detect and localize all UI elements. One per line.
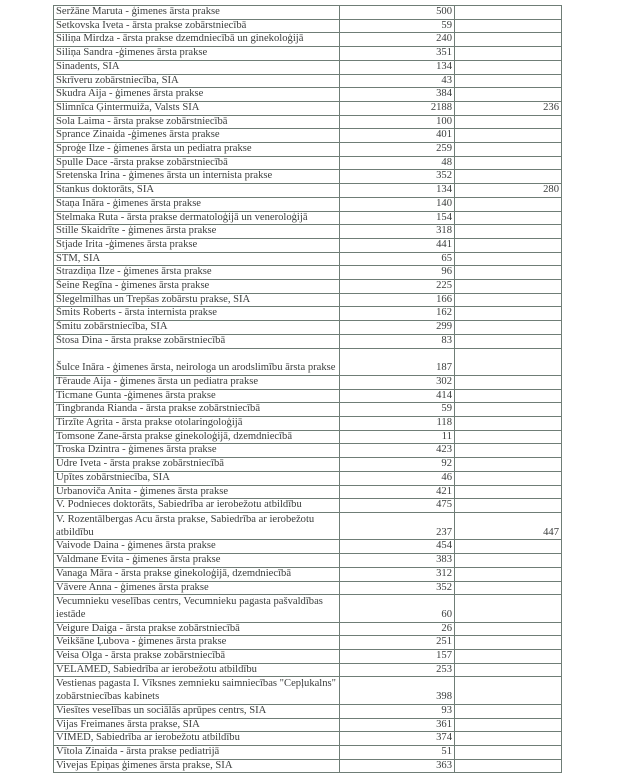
- table-row: [54, 540, 562, 554]
- table-row: [54, 581, 562, 595]
- value-cell: 414: [340, 389, 455, 403]
- second-value-cell: [455, 321, 562, 335]
- second-value-cell: [455, 238, 562, 252]
- provider-name-cell: Slimnīca Ģintermuiža, Valsts SIA: [54, 101, 340, 115]
- table-row: [54, 143, 562, 157]
- second-value-cell: [455, 718, 562, 732]
- value-cell: 421: [340, 485, 455, 499]
- table-row: [54, 252, 562, 266]
- value-cell: 299: [340, 321, 455, 335]
- provider-name-cell: Sretenska Irina - ģimenes ārsta un internista prakse: [54, 170, 340, 184]
- value-cell: 118: [340, 417, 455, 431]
- second-value-cell: [455, 540, 562, 554]
- value-cell: 500: [340, 6, 455, 20]
- value-cell: 302: [340, 375, 455, 389]
- provider-name-cell: Spulle Dace -ārsta prakse zobārstniecībā: [54, 156, 340, 170]
- value-cell: 83: [340, 334, 455, 348]
- provider-name-cell: Siliņa Sandra -ģimenes ārsta prakse: [54, 47, 340, 61]
- provider-name-cell: VELAMED, Sabiedrība ar ierobežotu atbildību: [54, 663, 340, 677]
- table-row: [54, 759, 562, 773]
- table-row: [54, 663, 562, 677]
- table-row: [54, 334, 562, 348]
- provider-name-cell: Siliņa Mirdza - ārsta prakse dzemdniecībā un ginekoloģijā: [54, 33, 340, 47]
- second-value-cell: [455, 252, 562, 266]
- second-value-cell: [455, 60, 562, 74]
- table-row: [54, 307, 562, 321]
- value-cell: 48: [340, 156, 455, 170]
- value-cell: 351: [340, 47, 455, 61]
- provider-name-cell: Ticmane Gunta -ģimenes ārsta prakse: [54, 389, 340, 403]
- table-row: [54, 485, 562, 499]
- provider-name-cell: Urbanoviča Anita - ģimenes ārsta prakse: [54, 485, 340, 499]
- table-row: [54, 6, 562, 20]
- table-row: [54, 636, 562, 650]
- table-row: [54, 458, 562, 472]
- value-cell: 401: [340, 129, 455, 143]
- provider-name-cell: Stjade Irita -ģimenes ārsta prakse: [54, 238, 340, 252]
- second-value-cell: [455, 622, 562, 636]
- value-cell: 65: [340, 252, 455, 266]
- second-value-cell: [455, 704, 562, 718]
- value-cell: 352: [340, 170, 455, 184]
- provider-name-cell: Šlegelmilhas un Trepšas zobārstu prakse, SIA: [54, 293, 340, 307]
- table-row: [54, 60, 562, 74]
- table-row: [54, 238, 562, 252]
- value-cell: 11: [340, 430, 455, 444]
- value-cell: 93: [340, 704, 455, 718]
- provider-name-cell: Tirzīte Agrita - ārsta prakse otolaringoloģijā: [54, 417, 340, 431]
- second-value-cell: [455, 650, 562, 664]
- provider-name-cell: Ūdre Iveta - ārsta prakse zobārstniecībā: [54, 458, 340, 472]
- table-row: [54, 321, 562, 335]
- provider-name-cell: Vijas Freimanes ārsta prakse, SIA: [54, 718, 340, 732]
- second-value-cell: [455, 595, 562, 622]
- table-row: [54, 718, 562, 732]
- provider-name-cell: Tēraude Aija - ģimenes ārsta un pediatra prakse: [54, 375, 340, 389]
- second-value-cell: [455, 471, 562, 485]
- provider-name-cell: Troska Dzintra - ģimenes ārsta prakse: [54, 444, 340, 458]
- table-row: [54, 622, 562, 636]
- table-row: [54, 115, 562, 129]
- second-value-cell: [455, 6, 562, 20]
- table-row: [54, 403, 562, 417]
- second-value-cell: [455, 47, 562, 61]
- provider-name-cell: Sola Laima - ārsta prakse zobārstniecībā: [54, 115, 340, 129]
- provider-name-cell: Vanaga Māra - ārsta prakse ginekoloģijā, dzemdniecībā: [54, 567, 340, 581]
- provider-table: [53, 5, 562, 773]
- second-value-cell: [455, 33, 562, 47]
- value-cell: 51: [340, 745, 455, 759]
- second-value-cell: [455, 266, 562, 280]
- second-value-cell: [455, 677, 562, 704]
- table-row: [54, 33, 562, 47]
- value-cell: 43: [340, 74, 455, 88]
- table-row: [54, 554, 562, 568]
- value-cell: 46: [340, 471, 455, 485]
- table-row: [54, 430, 562, 444]
- provider-name-cell: Skrīveru zobārstniecība, SIA: [54, 74, 340, 88]
- table-row: [54, 211, 562, 225]
- value-cell: 312: [340, 567, 455, 581]
- table-row: [54, 170, 562, 184]
- value-cell: 26: [340, 622, 455, 636]
- second-value-cell: [455, 389, 562, 403]
- value-cell: 398: [340, 677, 455, 704]
- second-value-cell: [455, 554, 562, 568]
- second-value-cell: [455, 115, 562, 129]
- value-cell: 162: [340, 307, 455, 321]
- table-row: [54, 88, 562, 102]
- provider-name-cell: Šeine Regīna - ģimenes ārsta prakse: [54, 280, 340, 294]
- table-row: [54, 156, 562, 170]
- second-value-cell: [455, 403, 562, 417]
- second-value-cell: [455, 293, 562, 307]
- provider-name-cell: VIMED, Sabiedrība ar ierobežotu atbildību: [54, 732, 340, 746]
- value-cell: 259: [340, 143, 455, 157]
- provider-name-cell: Viesītes veselības un sociālās aprūpes centrs, SIA: [54, 704, 340, 718]
- value-cell: 475: [340, 499, 455, 513]
- provider-name-cell: Veikšāne Ļubova - ģimenes ārsta prakse: [54, 636, 340, 650]
- second-value-cell: [455, 745, 562, 759]
- value-cell: 166: [340, 293, 455, 307]
- table-row: [54, 499, 562, 513]
- provider-name-cell: Stelmaka Ruta - ārsta prakse dermatoloģijā un veneroloģijā: [54, 211, 340, 225]
- second-value-cell: [455, 129, 562, 143]
- second-value-cell: [455, 307, 562, 321]
- second-value-cell: [455, 88, 562, 102]
- table-row: [54, 225, 562, 239]
- second-value-cell: [455, 375, 562, 389]
- second-value-cell: [455, 334, 562, 348]
- table-row: [54, 567, 562, 581]
- value-cell: 374: [340, 732, 455, 746]
- table-row: [54, 677, 562, 704]
- provider-name-cell: Šulce Ināra - ģimenes ārsta, neirologa un arodslimību ārsta prakse: [54, 348, 340, 375]
- table-row: [54, 417, 562, 431]
- provider-name-cell: Stankus doktorāts, SIA: [54, 184, 340, 198]
- value-cell: 383: [340, 554, 455, 568]
- provider-name-cell: V. Podnieces doktorāts, Sabiedrība ar ierobežotu atbildību: [54, 499, 340, 513]
- provider-name-cell: Vaivode Daina - ģimenes ārsta prakse: [54, 540, 340, 554]
- table-row: [54, 47, 562, 61]
- provider-name-cell: Seržāne Maruta - ģimenes ārsta prakse: [54, 6, 340, 20]
- second-value-cell: [455, 458, 562, 472]
- second-value-cell: [455, 581, 562, 595]
- table-row: [54, 745, 562, 759]
- table-row: [54, 650, 562, 664]
- value-cell: 92: [340, 458, 455, 472]
- second-value-cell: [455, 225, 562, 239]
- value-cell: 59: [340, 19, 455, 33]
- provider-name-cell: Sprance Zinaida -ģimenes ārsta prakse: [54, 129, 340, 143]
- second-value-cell: [455, 348, 562, 375]
- second-value-cell: [455, 74, 562, 88]
- value-cell: 384: [340, 88, 455, 102]
- value-cell: 100: [340, 115, 455, 129]
- second-value-cell: [455, 430, 562, 444]
- second-value-cell: [455, 280, 562, 294]
- table-row: [54, 444, 562, 458]
- provider-name-cell: Štosa Dina - ārsta prakse zobārstniecībā: [54, 334, 340, 348]
- provider-name-cell: Tingbranda Rianda - ārsta prakse zobārstniecībā: [54, 403, 340, 417]
- value-cell: 363: [340, 759, 455, 773]
- value-cell: 96: [340, 266, 455, 280]
- second-value-cell: [455, 211, 562, 225]
- provider-name-cell: Šmits Roberts - ārsta internista prakse: [54, 307, 340, 321]
- second-value-cell: [455, 170, 562, 184]
- value-cell: 157: [340, 650, 455, 664]
- provider-name-cell: Vāvere Anna - ģimenes ārsta prakse: [54, 581, 340, 595]
- table-row: [54, 129, 562, 143]
- value-cell: 154: [340, 211, 455, 225]
- table-row: [54, 197, 562, 211]
- value-cell: 225: [340, 280, 455, 294]
- provider-name-cell: Veigure Daiga - ārsta prakse zobārstniecībā: [54, 622, 340, 636]
- table-row: [54, 595, 562, 622]
- second-value-cell: [455, 485, 562, 499]
- value-cell: 454: [340, 540, 455, 554]
- second-value-cell: [455, 759, 562, 773]
- table-row: [54, 513, 562, 540]
- table-row: [54, 389, 562, 403]
- value-cell: 60: [340, 595, 455, 622]
- provider-name-cell: Strazdiņa Ilze - ģimenes ārsta prakse: [54, 266, 340, 280]
- value-cell: 253: [340, 663, 455, 677]
- table-row: [54, 19, 562, 33]
- provider-name-cell: Upītes zobārstniecība, SIA: [54, 471, 340, 485]
- value-cell: 187: [340, 348, 455, 375]
- value-cell: 134: [340, 60, 455, 74]
- provider-name-cell: Tomsone Zane-ārsta prakse ginekoloģijā, dzemdniecībā: [54, 430, 340, 444]
- provider-name-cell: Vecumnieku veselības centrs, Vecumnieku pagasta pašvaldības iestāde: [54, 595, 340, 622]
- table-row: [54, 74, 562, 88]
- second-value-cell: [455, 417, 562, 431]
- provider-name-cell: Sinadents, SIA: [54, 60, 340, 74]
- table-row: [54, 471, 562, 485]
- provider-name-cell: STM, SIA: [54, 252, 340, 266]
- provider-table-body: [54, 6, 562, 773]
- table-row: [54, 266, 562, 280]
- second-value-cell: [455, 732, 562, 746]
- second-value-cell: [455, 636, 562, 650]
- value-cell: 441: [340, 238, 455, 252]
- second-value-cell: [455, 567, 562, 581]
- second-value-cell: [455, 197, 562, 211]
- table-row: [54, 280, 562, 294]
- second-value-cell: [455, 19, 562, 33]
- value-cell: 2188: [340, 101, 455, 115]
- provider-name-cell: Vivejas Epiņas ģimenes ārsta prakse, SIA: [54, 759, 340, 773]
- provider-name-cell: V. Rozentālbergas Acu ārsta prakse, Sabiedrība ar ierobežotu atbildību: [54, 513, 340, 540]
- table-row: [54, 184, 562, 198]
- table-row: [54, 293, 562, 307]
- value-cell: 134: [340, 184, 455, 198]
- value-cell: 318: [340, 225, 455, 239]
- provider-name-cell: Setkovska Iveta - ārsta prakse zobārstniecībā: [54, 19, 340, 33]
- value-cell: 352: [340, 581, 455, 595]
- provider-name-cell: Veisa Olga - ārsta prakse zobārstniecībā: [54, 650, 340, 664]
- provider-name-cell: Stille Skaidrīte - ģimenes ārsta prakse: [54, 225, 340, 239]
- table-row: [54, 348, 562, 375]
- provider-name-cell: Valdmane Evita - ģimenes ārsta prakse: [54, 554, 340, 568]
- second-value-cell: [455, 663, 562, 677]
- value-cell: 59: [340, 403, 455, 417]
- value-cell: 251: [340, 636, 455, 650]
- value-cell: 237: [340, 513, 455, 540]
- second-value-cell: [455, 499, 562, 513]
- second-value-cell: [455, 143, 562, 157]
- second-value-cell: 280: [455, 184, 562, 198]
- table-row: [54, 375, 562, 389]
- value-cell: 361: [340, 718, 455, 732]
- provider-name-cell: Vītola Zinaida - ārsta prakse pediatrijā: [54, 745, 340, 759]
- value-cell: 423: [340, 444, 455, 458]
- provider-name-cell: Staņa Ināra - ģimenes ārsta prakse: [54, 197, 340, 211]
- provider-name-cell: Skudra Aija - ģimenes ārsta prakse: [54, 88, 340, 102]
- table-row: [54, 732, 562, 746]
- value-cell: 140: [340, 197, 455, 211]
- provider-name-cell: Šmitu zobārstniecība, SIA: [54, 321, 340, 335]
- second-value-cell: [455, 156, 562, 170]
- second-value-cell: 447: [455, 513, 562, 540]
- table-row: [54, 704, 562, 718]
- second-value-cell: 236: [455, 101, 562, 115]
- provider-name-cell: Sproģe Ilze - ģimenes ārsta un pediatra prakse: [54, 143, 340, 157]
- second-value-cell: [455, 444, 562, 458]
- table-row: [54, 101, 562, 115]
- value-cell: 240: [340, 33, 455, 47]
- provider-name-cell: Vestienas pagasta I. Vīksnes zemnieku saimniecības "Cepļukalns" zobārstniecības kabinets: [54, 677, 340, 704]
